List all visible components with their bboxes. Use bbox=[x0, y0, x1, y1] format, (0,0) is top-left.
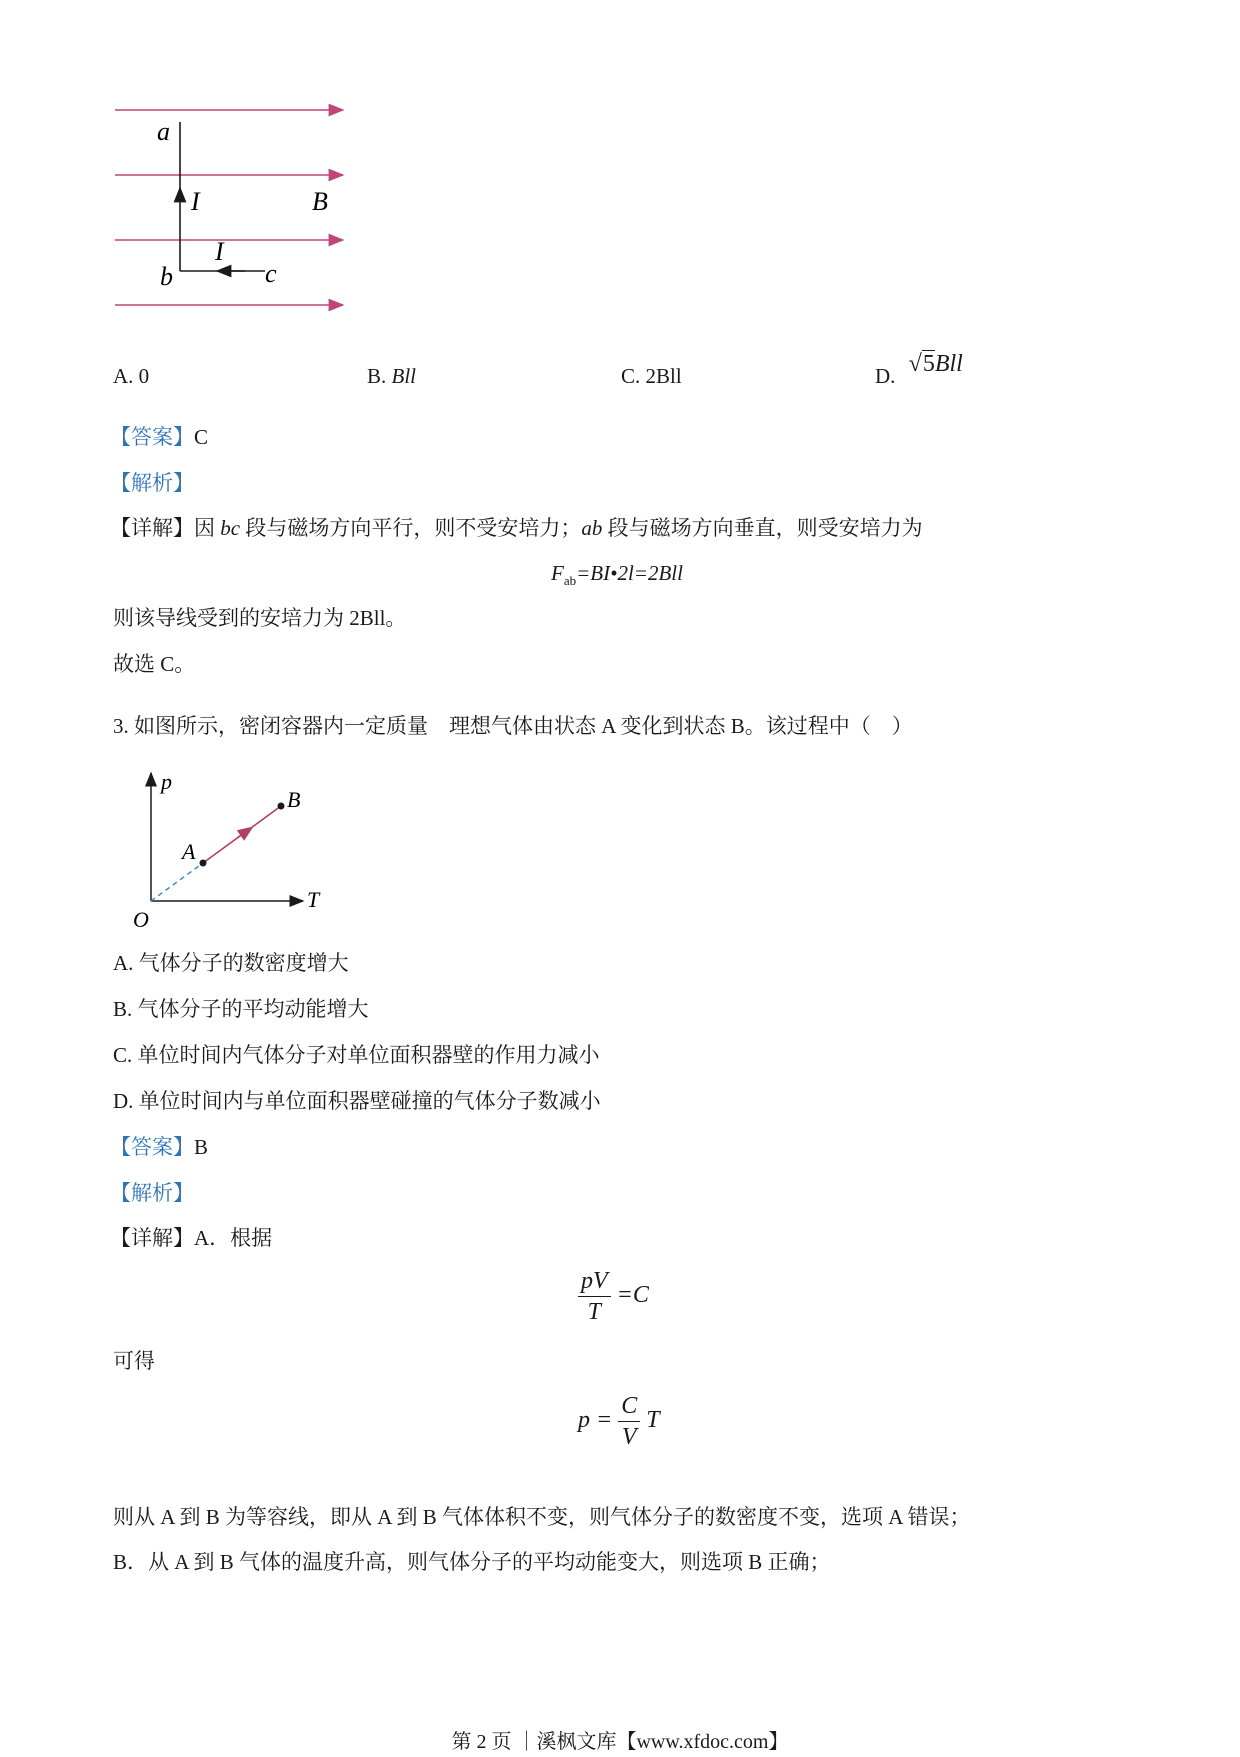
q2-answer bbox=[110, 422, 208, 452]
equation-lhs: p = bbox=[578, 1407, 613, 1434]
equation-ideal-gas bbox=[578, 1266, 649, 1327]
fraction bbox=[578, 1266, 611, 1327]
label-I-horizontal: I bbox=[215, 237, 224, 266]
equation-rhs: T bbox=[646, 1407, 660, 1434]
label-c: c bbox=[265, 259, 277, 288]
option-text: Bll bbox=[934, 351, 963, 377]
page-footer: 第 2 页 ｜溪枫文库【www.xfdoc.com】 bbox=[451, 1731, 789, 1753]
option-c bbox=[621, 361, 682, 391]
answer-tag: 【答案】 bbox=[110, 425, 194, 449]
q3-option-c: C. 单位时间内气体分子对单位面积器壁的作用力减小 bbox=[113, 1043, 600, 1067]
q3-paragraph-1: 则从 A 到 B 为等容线，即从 A 到 B 气体体积不变，则气体分子的数密度不变，选项 A 错误； bbox=[113, 1505, 971, 1529]
label-B-point: B bbox=[287, 787, 301, 812]
q3-keyide: 可得 bbox=[113, 1349, 155, 1373]
q3-detail bbox=[110, 1223, 272, 1253]
option-letter: C. bbox=[621, 364, 641, 388]
point-A bbox=[200, 860, 207, 867]
detail-text: 段与磁场方向垂直，则受安培力为 bbox=[602, 516, 923, 540]
q2-choose: 故选 C。 bbox=[113, 652, 196, 676]
figure-wire-in-field bbox=[105, 90, 355, 320]
option-text: 2Bll bbox=[645, 364, 682, 388]
equation-rhs: =C bbox=[616, 1282, 649, 1309]
process-arrow bbox=[237, 831, 247, 838]
answer-tag: 【答案】 bbox=[110, 1135, 194, 1159]
q3-option-d: D. 单位时间内与单位面积器壁碰撞的气体分子数减小 bbox=[113, 1089, 601, 1113]
axis-label-T: T bbox=[307, 887, 320, 912]
answer-value: C bbox=[194, 425, 209, 449]
dashed-extension bbox=[151, 863, 203, 901]
option-d bbox=[875, 351, 963, 391]
sqrt-expression bbox=[909, 351, 963, 377]
q3-option-b: B. 气体分子的平均动能增大 bbox=[113, 997, 369, 1021]
label-B-field: B bbox=[312, 187, 328, 216]
q2-conclusion: 则该导线受到的安培力为 2Bll。 bbox=[113, 606, 407, 630]
option-b bbox=[367, 361, 416, 391]
sqrt-sign: √ bbox=[908, 351, 922, 377]
option-text: 0 bbox=[138, 364, 150, 388]
label-b: b bbox=[160, 262, 173, 291]
q3-stem: 3. 如图所示，密闭容器内一定质量 理想气体由状态 A 变化到状态 B。该过程中（ ） bbox=[113, 714, 913, 738]
field-lines bbox=[115, 110, 343, 305]
option-a bbox=[113, 361, 149, 391]
detail-tag: 【详解】 bbox=[110, 516, 194, 540]
formula-rest: =BI•2l=2Bll bbox=[576, 561, 683, 585]
segment-ab: ab bbox=[581, 516, 603, 540]
detail-text: A．根据 bbox=[194, 1226, 273, 1250]
q3-analysis-tag: 【解析】 bbox=[110, 1181, 194, 1205]
q2-detail bbox=[110, 513, 923, 543]
formula-F: F bbox=[551, 561, 564, 585]
axis-label-p: p bbox=[161, 769, 172, 794]
segment-bc: bc bbox=[220, 516, 241, 540]
q3-answer bbox=[110, 1132, 208, 1162]
formula-subscript: ab bbox=[563, 573, 577, 589]
fraction-numerator: pV bbox=[578, 1266, 611, 1297]
detail-text: 段与磁场方向平行，则不受安培力； bbox=[240, 516, 582, 540]
option-letter: A. bbox=[113, 364, 134, 388]
detail-text: 因 bbox=[194, 516, 221, 540]
equation-p-of-T bbox=[578, 1391, 660, 1452]
sqrt-radicand: 5 bbox=[922, 351, 935, 377]
label-a: a bbox=[157, 117, 170, 146]
label-I-vertical: I bbox=[191, 187, 200, 216]
option-letter: D. bbox=[875, 364, 896, 388]
option-letter: B. bbox=[367, 364, 387, 388]
figure-p-T-graph bbox=[125, 765, 335, 935]
q2-analysis-tag: 【解析】 bbox=[110, 471, 194, 495]
fraction bbox=[618, 1391, 640, 1452]
fraction-numerator: C bbox=[618, 1391, 640, 1422]
fraction-denominator: T bbox=[587, 1299, 602, 1325]
option-text: Bll bbox=[391, 364, 417, 388]
origin-label: O bbox=[133, 907, 149, 932]
q2-formula bbox=[551, 558, 683, 596]
answer-value: B bbox=[194, 1135, 209, 1159]
q3-option-a: A. 气体分子的数密度增大 bbox=[113, 951, 349, 975]
fraction-denominator: V bbox=[621, 1424, 637, 1450]
detail-tag: 【详解】 bbox=[110, 1226, 194, 1250]
q3-paragraph-2: B．从 A 到 B 气体的温度升高，则气体分子的平均动能变大，则选项 B 正确； bbox=[113, 1550, 831, 1574]
point-B bbox=[278, 803, 285, 810]
label-A: A bbox=[182, 839, 196, 864]
